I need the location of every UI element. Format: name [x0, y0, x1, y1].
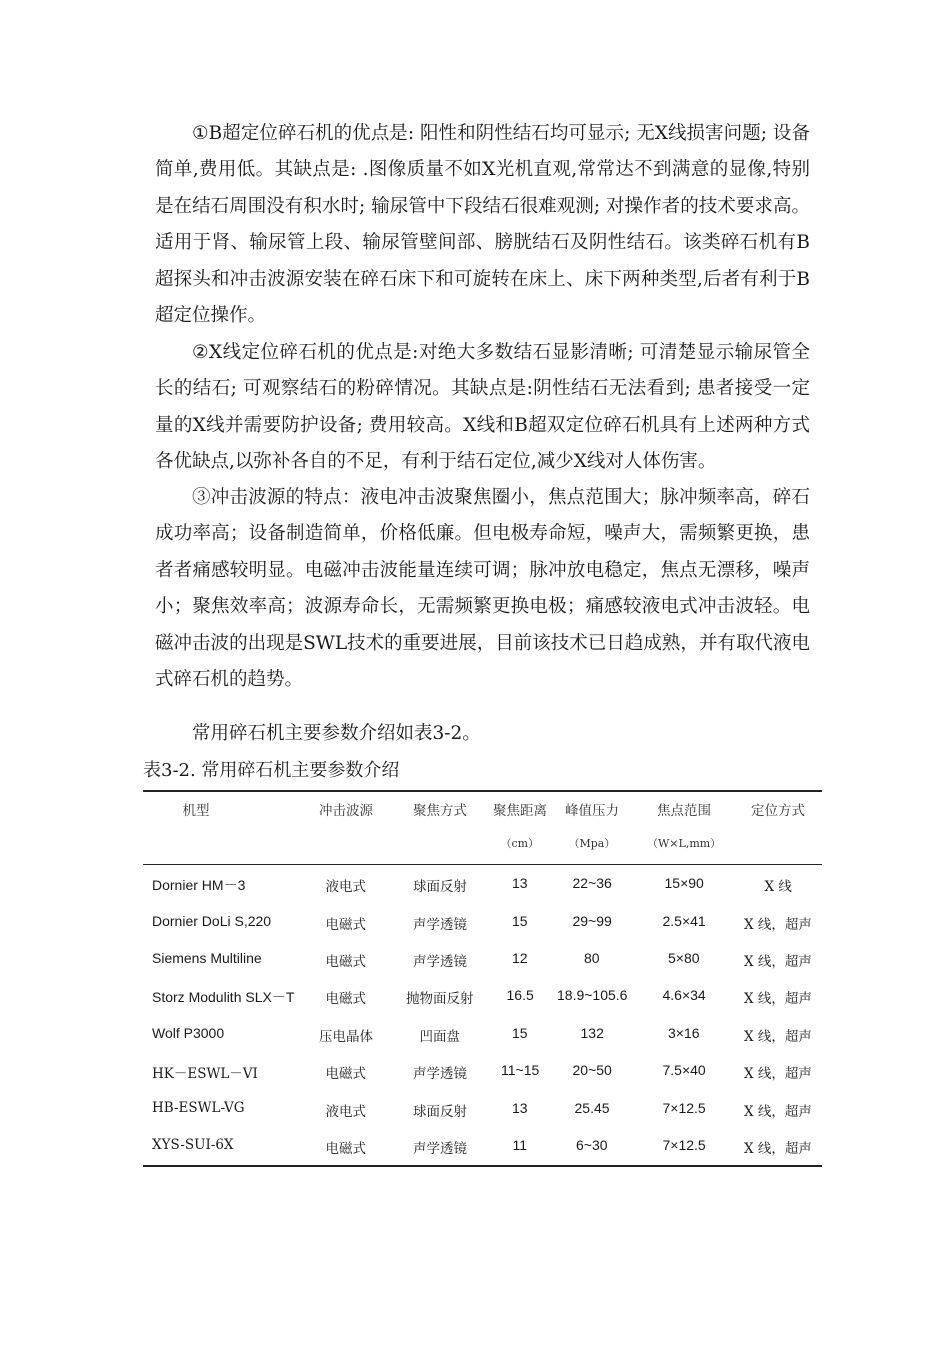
- table-cell: 29~99: [572, 913, 612, 929]
- table-cell: 电磁式: [325, 917, 366, 933]
- header-model: 机型: [182, 803, 210, 819]
- table-cell: 压电晶体: [319, 1029, 373, 1045]
- table-cell: 4.6×34: [662, 987, 706, 1003]
- table-cell: 电磁式: [325, 954, 366, 970]
- table-cell: 16.5: [506, 987, 534, 1003]
- table-cell: 声学透镜: [413, 1066, 467, 1082]
- table-cell: 80: [584, 950, 600, 966]
- table-cell: 声学透镜: [413, 917, 467, 933]
- table-cell: 球面反射: [413, 879, 467, 895]
- table-cell: X 线，超声: [744, 954, 812, 970]
- table-cell: 11~15: [501, 1062, 540, 1078]
- table-cell: 2.5×41: [662, 913, 706, 929]
- table-cell: 132: [580, 1025, 604, 1041]
- table-cell: 11: [512, 1137, 528, 1153]
- table-cell: X 线，超声: [744, 1141, 812, 1157]
- header-positioning: 定位方式: [751, 803, 805, 819]
- header-focal-range-unit: （W×L,mm）: [647, 837, 722, 850]
- table-cell: 电磁式: [325, 1141, 366, 1157]
- table-cell: 6~30: [576, 1137, 608, 1153]
- table-cell: 电磁式: [325, 1066, 366, 1082]
- table-cell: 18.9~105.6: [557, 987, 628, 1003]
- paragraph-x-ray: ②X线定位碎石机的优点是:对绝大多数结石显影清晰; 可清楚显示输尿管全长的结石; 可观察结石的粉碎情况。其缺点是:阴性结石无法看到; 患者接受一定量的X线并需要防护设备; 费用较高。X线和B超双定位碎石机具有上述两种方式各优缺点,以弥补各自的不足，有利于结石定位,减少X线对人体伤害。: [155, 342, 810, 473]
- header-peak-pressure-unit: （Mpa）: [568, 837, 616, 850]
- table-cell: X 线，超声: [744, 1066, 812, 1082]
- paragraph-b-ultrasound: ①B超定位碎石机的优点是: 阳性和阴性结石均可显示; 无X线损害问题; 设备简单,费用低。其缺点是: .图像质量不如X光机直观,常常达不到满意的显像,特别是在结石周围没有积水时; 输尿管中下段结石很难观测; 对操作者的技术要求高。适用于肾、输尿管上段、输尿管壁间部、膀胱结石及阴性结石。该类碎石机有B超探头和冲击波源安装在碎石床下和可旋转在床上、床下两种类型,后者有利于B超定位操作。: [155, 123, 810, 327]
- table-top-rule: [143, 790, 822, 792]
- table-row-model: HB-ESWL-VG: [152, 1100, 245, 1116]
- table-cell: 声学透镜: [413, 954, 467, 970]
- table-cell: 声学透镜: [413, 1141, 467, 1157]
- table-cell: 电磁式: [325, 991, 366, 1007]
- header-focus-method: 聚焦方式: [413, 803, 467, 819]
- table-cell: X 线，超声: [744, 1104, 812, 1120]
- header-focal-distance-unit: （cm）: [500, 837, 540, 850]
- table-cell: 25.45: [574, 1100, 610, 1116]
- table-cell: 抛物面反射: [406, 991, 474, 1007]
- table-row-model: Dornier DoLi S,220: [152, 913, 272, 929]
- table-cell: 液电式: [325, 879, 366, 895]
- table-cell: 22~36: [572, 875, 612, 891]
- table-cell: 5×80: [668, 950, 700, 966]
- table-row-model: Storz Modulith SLX－T: [152, 989, 295, 1005]
- header-peak-pressure: 峰值压力: [565, 803, 619, 819]
- table-cell: 15: [512, 913, 528, 929]
- table-row-model: Dornier HM－3: [152, 877, 246, 893]
- header-focal-range: 焦点范围: [657, 803, 711, 819]
- paragraph-shockwave-source: ③冲击波源的特点：液电冲击波聚焦圈小，焦点范围大；脉冲频率高，碎石成功率高；设备制造简单，价格低廉。但电极寿命短，噪声大，需频繁更换，患者者痛感较明显。电磁冲击波能量连续可调；脉冲放电稳定，焦点无漂移，噪声小；聚焦效率高；波源寿命长，无需频繁更换电极；痛感较液电式冲击波轻。电磁冲击波的出现是SWL技术的重要进展，目前该技术已日趋成熟，并有取代液电式碎石机的趋势。: [155, 487, 810, 691]
- table-cell: 凹面盘: [419, 1029, 460, 1045]
- table-cell: 13: [512, 875, 528, 891]
- table-cell: X 线，超声: [744, 917, 812, 933]
- table-cell: 15: [512, 1025, 528, 1041]
- table-cell: X 线，超声: [744, 991, 812, 1007]
- table-row-model: XYS-SUI-6X: [152, 1137, 234, 1153]
- table-row-model: Siemens Multiline: [152, 950, 262, 966]
- table-caption: 表3-2. 常用碎石机主要参数介绍: [143, 760, 400, 781]
- paragraph-table-intro: 常用碎石机主要参数介绍如表3-2。: [192, 723, 481, 744]
- table-cell: 15×90: [664, 875, 704, 891]
- header-focal-distance: 聚焦距离: [493, 803, 547, 819]
- table-row-model: HK－ESWL－VI: [152, 1066, 258, 1082]
- table-cell: 13: [512, 1100, 528, 1116]
- table-cell: 球面反射: [413, 1104, 467, 1120]
- table-cell: 12: [512, 950, 528, 966]
- table-row-model: Wolf P3000: [152, 1025, 225, 1041]
- table-cell: 液电式: [325, 1104, 366, 1120]
- table-cell: 7.5×40: [662, 1062, 706, 1078]
- table-cell: 7×12.5: [662, 1100, 706, 1116]
- table-cell: X 线，超声: [744, 1029, 812, 1045]
- table-bottom-rule: [143, 1165, 822, 1167]
- header-source: 冲击波源: [319, 803, 373, 819]
- table-cell: 3×16: [668, 1025, 700, 1041]
- table-cell: 20~50: [572, 1062, 612, 1078]
- table-cell: 7×12.5: [662, 1137, 706, 1153]
- table-header-rule: [143, 864, 822, 865]
- table-cell: X 线: [764, 879, 792, 895]
